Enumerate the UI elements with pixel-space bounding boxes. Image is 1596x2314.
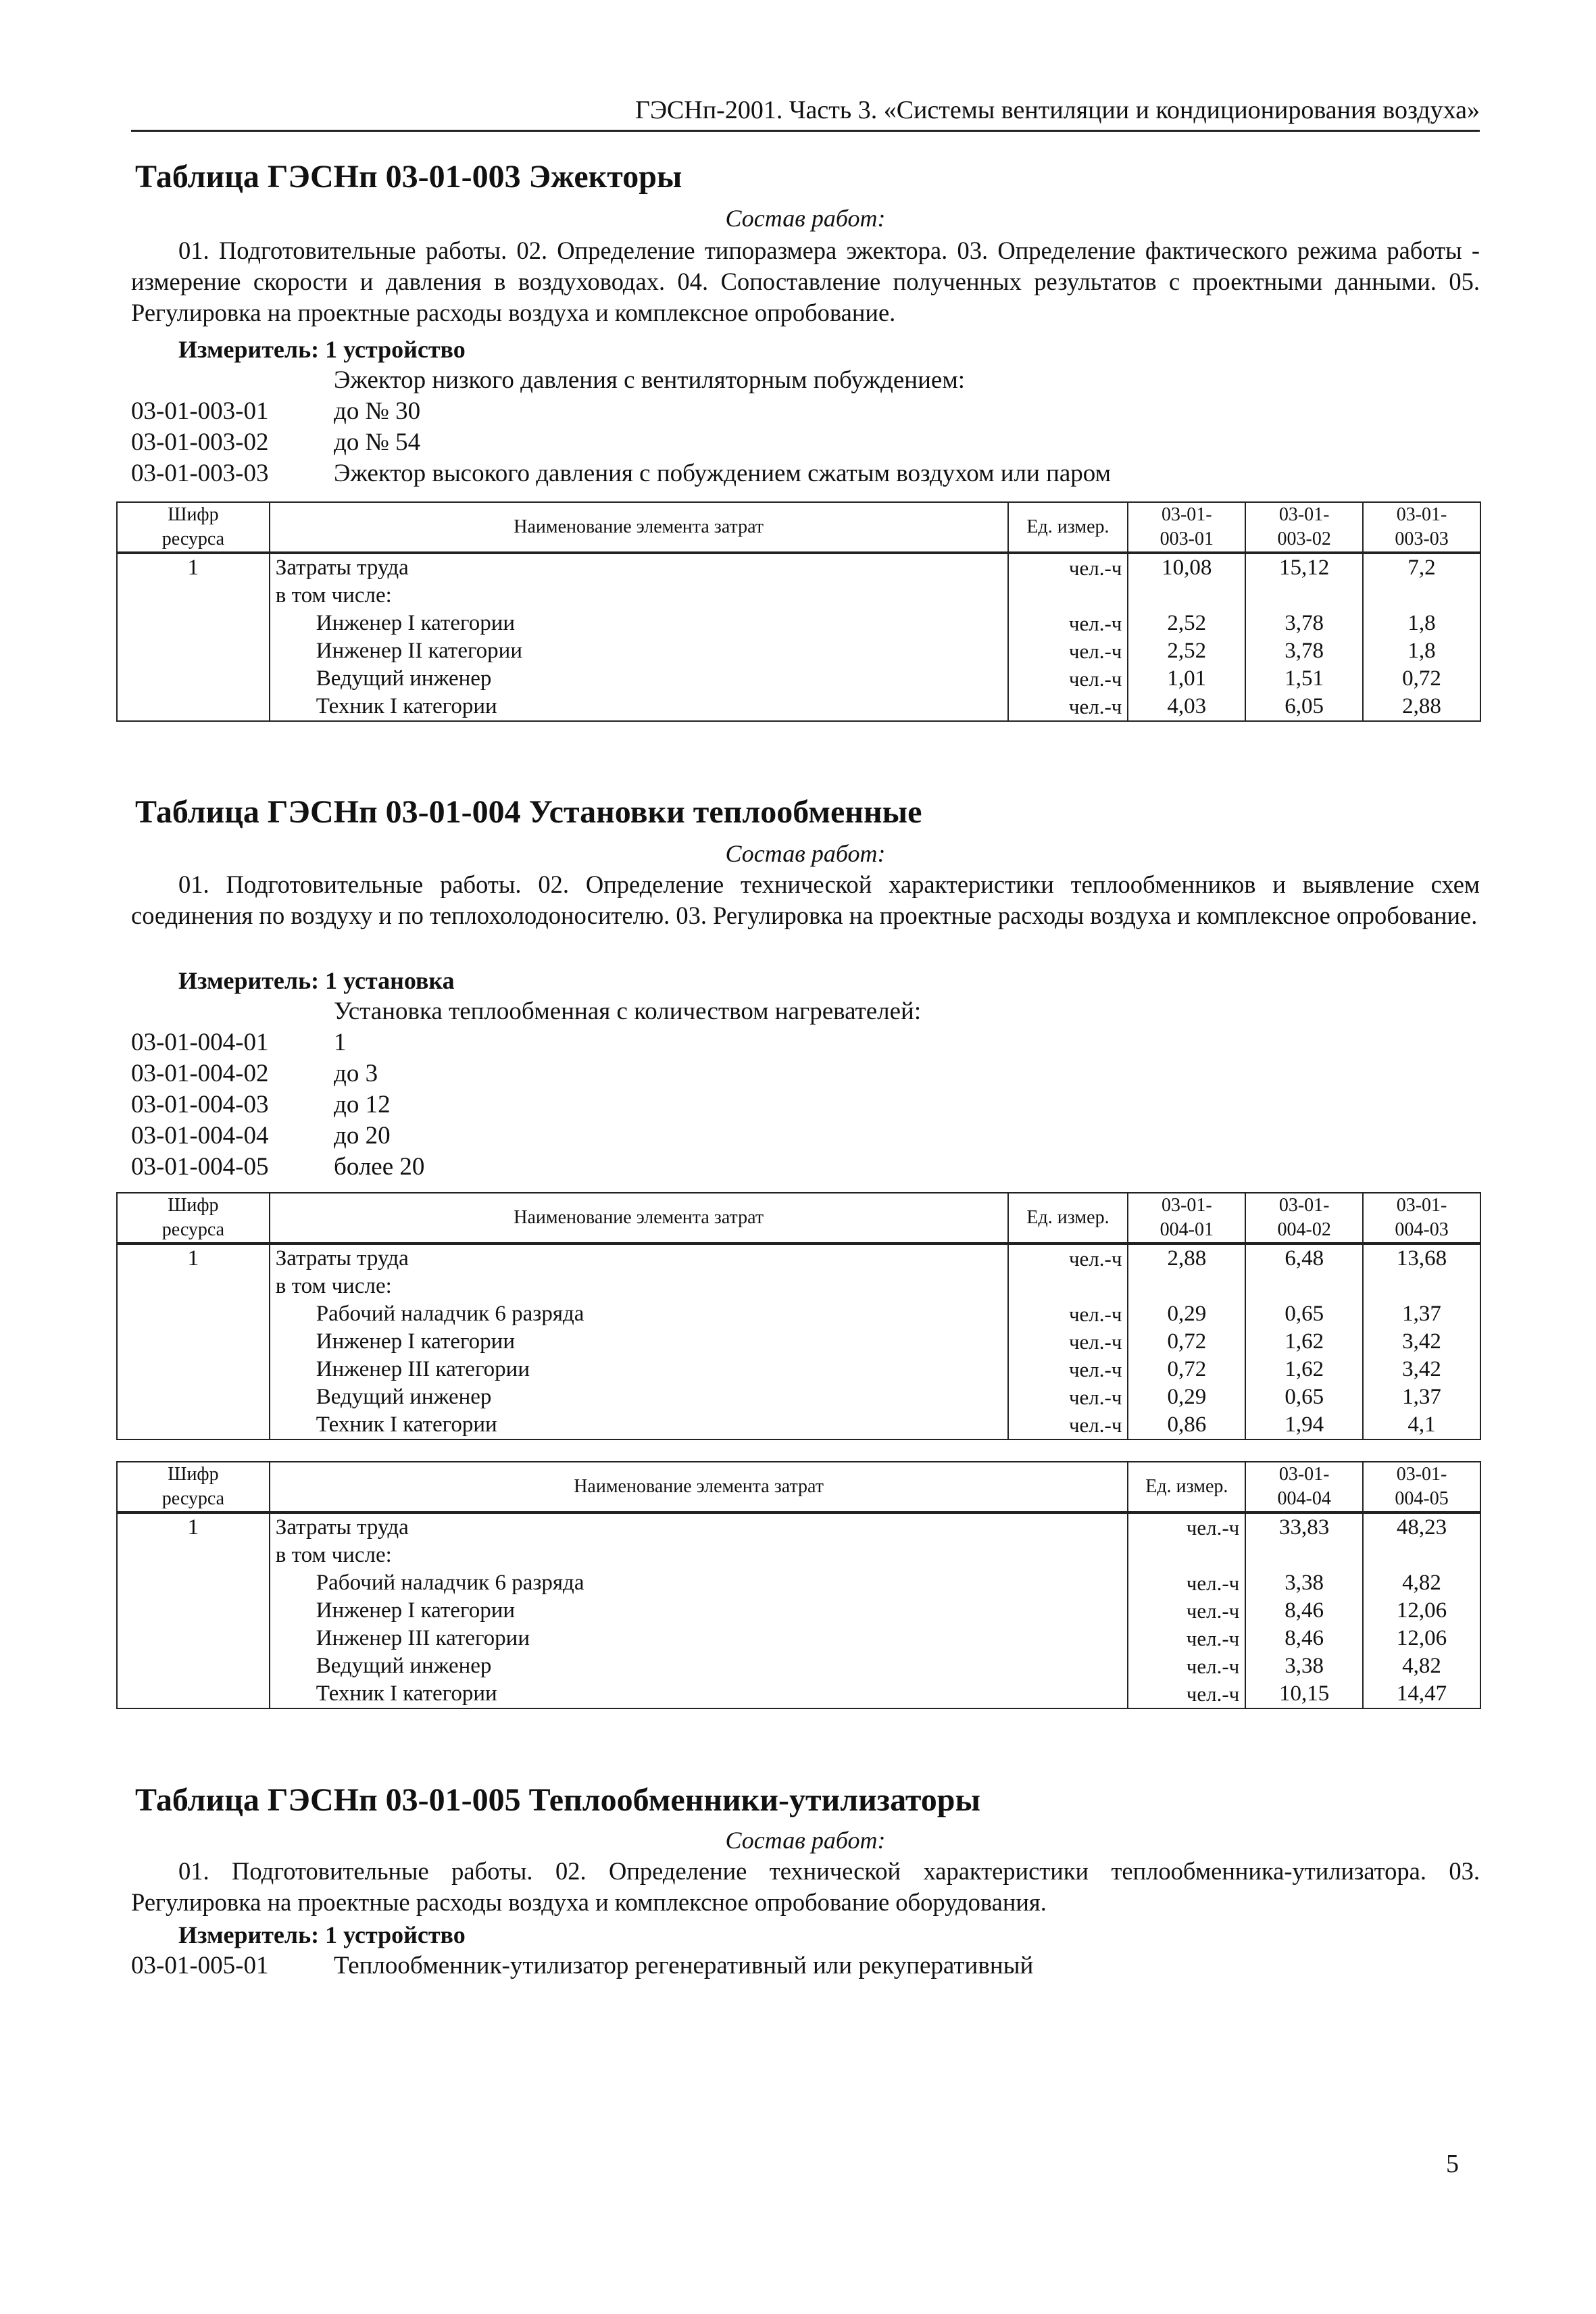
col-shifr: Шифр ресурса <box>117 1193 270 1244</box>
code-row <box>131 1058 378 1089</box>
col-rate: 03-01- 004-04 <box>1245 1462 1363 1512</box>
measure-004: Измеритель: 1 установка <box>178 967 455 994</box>
section-title-005: Таблица ГЭСНп 03-01-005 Теплообменники-утилизаторы <box>135 1782 980 1818</box>
col-unit: Ед. измер. <box>1008 1193 1128 1244</box>
group-label-004: Установка теплообменная с количеством нагревателей: <box>334 998 922 1025</box>
code-desc: до № 54 <box>334 428 421 456</box>
col-unit: Ед. измер. <box>1008 502 1128 553</box>
cost-names: Затраты труда в том числе: Рабочий наладчик 6 разряда Инженер I категории Инженер III категории Ведущий инженер Техник I категории <box>270 1512 1128 1708</box>
resource-code: 1 <box>117 553 270 721</box>
code-desc: до 20 <box>334 1122 391 1150</box>
col-rate: 03-01- 004-02 <box>1245 1193 1363 1244</box>
units: чел.-ч чел.-ч чел.-ч чел.-ч чел.-ч чел.-ч <box>1128 1512 1245 1708</box>
col-rate: 03-01- 004-05 <box>1363 1462 1480 1512</box>
resource-table-004-b <box>116 1461 1481 1709</box>
values-col-1: 10,08 2,52 2,52 1,01 4,03 <box>1128 553 1245 721</box>
units: чел.-ч чел.-ч чел.-ч чел.-ч чел.-ч чел.-ч <box>1008 1244 1128 1439</box>
values-col-1: 2,88 0,29 0,72 0,72 0,29 0,86 <box>1128 1244 1245 1439</box>
code-row <box>131 427 420 458</box>
code-desc: до 12 <box>334 1091 391 1118</box>
col-rate: 03-01- 003-01 <box>1128 502 1245 553</box>
code-row <box>131 458 1111 489</box>
header-rule <box>131 130 1480 132</box>
resource-code: 1 <box>117 1244 270 1439</box>
values-col-1: 33,83 3,38 8,46 8,46 3,38 10,15 <box>1245 1512 1363 1708</box>
code-desc: до № 30 <box>334 397 421 425</box>
values-col-3: 7,2 1,8 1,8 0,72 2,88 <box>1363 553 1480 721</box>
table-header-row <box>117 1193 1480 1244</box>
col-name: Наименование элемента затрат <box>270 1193 1008 1244</box>
page-number: 5 <box>1446 2150 1459 2178</box>
code: 03-01-003-01 <box>131 397 269 425</box>
col-rate: 03-01- 004-03 <box>1363 1193 1480 1244</box>
resource-table-004-a <box>116 1192 1481 1440</box>
table-row <box>117 1512 1480 1708</box>
code: 03-01-004-05 <box>131 1153 269 1181</box>
sostav-label-003: Состав работ: <box>725 205 886 232</box>
measure-005: Измеритель: 1 устройство <box>178 1921 466 1948</box>
code: 03-01-004-01 <box>131 1029 269 1056</box>
values-col-2: 48,23 4,82 12,06 12,06 4,82 14,47 <box>1363 1512 1480 1708</box>
values-col-3: 13,68 1,37 3,42 3,42 1,37 4,1 <box>1363 1244 1480 1439</box>
code-row <box>131 396 420 427</box>
table-row <box>117 553 1480 721</box>
sostav-label-005: Состав работ: <box>725 1827 886 1854</box>
resource-table-003 <box>116 501 1481 722</box>
code: 03-01-004-03 <box>131 1091 269 1118</box>
code-desc: до 3 <box>334 1060 378 1087</box>
table-row <box>117 1244 1480 1439</box>
measure-003: Измеритель: 1 устройство <box>178 336 466 363</box>
code: 03-01-003-03 <box>131 460 269 487</box>
sostav-label-004: Состав работ: <box>725 840 886 867</box>
col-name: Наименование элемента затрат <box>270 502 1008 553</box>
col-rate: 03-01- 003-03 <box>1363 502 1480 553</box>
works-text-005: 01. Подготовительные работы. 02. Определение технической характеристики теплообменника-утилизатора. 03. Регулировка на проектные расходы воздуха и комплексное опробование оборудования. <box>131 1857 1480 1916</box>
running-header: ГЭСНп-2001. Часть 3. «Системы вентиляции и кондиционирования воздуха» <box>635 96 1480 124</box>
code-row <box>131 1089 391 1121</box>
code-desc: Теплообменник-утилизатор регенеративный или рекуперативный <box>334 1952 1034 1979</box>
code-desc: 1 <box>334 1029 347 1056</box>
code-desc: Эжектор высокого давления с побуждением сжатым воздухом или паром <box>334 460 1112 487</box>
works-text-003: 01. Подготовительные работы. 02. Определение типоразмера эжектора. 03. Определение фактического режима работы - измерение скорости и давления в воздуховодах. 04. Сопоставление полученных результатов с проектными данными. 05. Регулировка на проектные расходы воздуха и комплексное опробование. <box>131 237 1480 326</box>
values-col-2: 6,48 0,65 1,62 1,62 0,65 1,94 <box>1245 1244 1363 1439</box>
values-col-2: 15,12 3,78 3,78 1,51 6,05 <box>1245 553 1363 721</box>
code: 03-01-004-04 <box>131 1122 269 1150</box>
cost-names: Затраты труда в том числе: Инженер I категории Инженер II категории Ведущий инженер Техник I категории <box>270 553 1008 721</box>
col-unit: Ед. измер. <box>1128 1462 1245 1512</box>
units: чел.-ч чел.-ч чел.-ч чел.-ч чел.-ч <box>1008 553 1128 721</box>
resource-code: 1 <box>117 1512 270 1708</box>
code-desc: более 20 <box>334 1153 425 1181</box>
col-shifr: Шифр ресурса <box>117 502 270 553</box>
cost-names: Затраты труда в том числе: Рабочий наладчик 6 разряда Инженер I категории Инженер III категории Ведущий инженер Техник I категории <box>270 1244 1008 1439</box>
table-header-row <box>117 1462 1480 1512</box>
code-row <box>131 1121 391 1152</box>
col-shifr: Шифр ресурса <box>117 1462 270 1512</box>
code: 03-01-004-02 <box>131 1060 269 1087</box>
section-title-003: Таблица ГЭСНп 03-01-003 Эжекторы <box>135 159 682 195</box>
col-rate: 03-01- 003-02 <box>1245 502 1363 553</box>
table-header-row <box>117 502 1480 553</box>
code-row <box>131 1027 347 1058</box>
group-label-003: Эжектор низкого давления с вентиляторным побуждением: <box>334 366 966 394</box>
code: 03-01-005-01 <box>131 1952 269 1979</box>
works-text-004: 01. Подготовительные работы. 02. Определение технической характеристики теплообменников и выявление схем соединения по воздуху и по теплохолодоносителю. 03. Регулировка на проектные расходы воздуха и комплексное опробование. <box>131 870 1480 929</box>
col-rate: 03-01- 004-01 <box>1128 1193 1245 1244</box>
section-title-004: Таблица ГЭСНп 03-01-004 Установки теплообменные <box>135 794 922 830</box>
code-row <box>131 1950 1033 1981</box>
col-name: Наименование элемента затрат <box>270 1462 1128 1512</box>
code: 03-01-003-02 <box>131 428 269 456</box>
code-row <box>131 1152 424 1183</box>
